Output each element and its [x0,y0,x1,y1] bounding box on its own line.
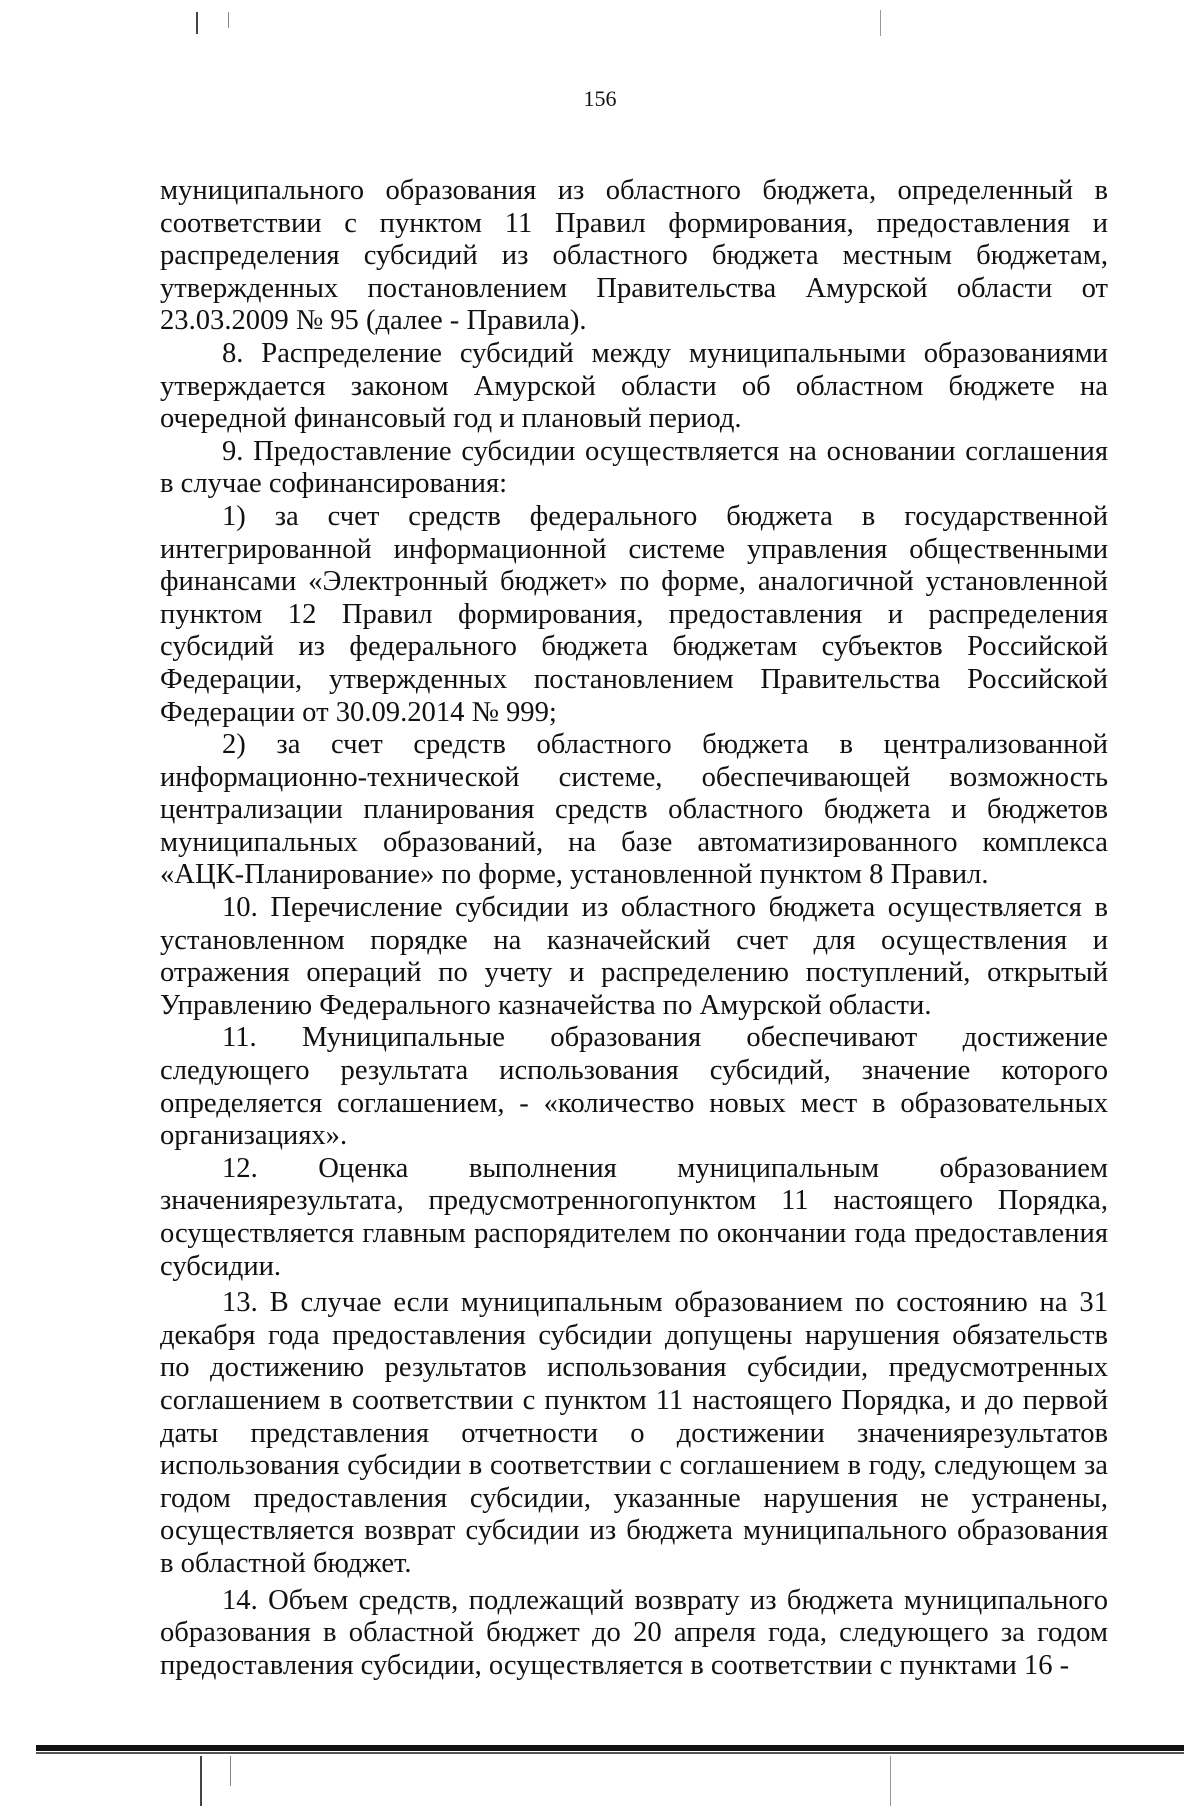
scan-bottom-edge-shadow [36,1752,1184,1754]
scan-artifact-bottom-right [890,1756,891,1806]
scan-artifact-bottom-left-2 [230,1756,231,1786]
scan-artifact-top-left-2 [228,12,229,28]
paragraph-10: 10. Перечисление субсидии из областного бюджета осуществляется в установленном порядке на казначейский счет для осуществления и отражения операций по учету и распределению поступлений, открытый Управлению Федерального казначейства по Амурской области. [160,892,1108,1021]
page-number: 156 [583,86,617,111]
paragraph-9-item-1: 1) за счет средств федерального бюджета в государственной интегрированной информационной системе управления общественными финансами «Электронный бюджет» по форме, аналогичной установленной пунктом 12 Правил формирования, предоставления и распределения субсидий из федерального бюджета бюджетам субъектов Российской Федерации, утвержденных постановлением Правительства Российской Федерации от 30.09.2014 № 999; [160,500,1108,728]
paragraph-8: 8. Распределение субсидий между муниципальными образованиями утверждается законом Амурской области об областном бюджете на очередной финансовый год и плановый период. [160,337,1108,435]
scan-artifact-bottom-left [200,1756,202,1806]
paragraph-9-item-2: 2) за счет средств областного бюджета в централизованной информационно-технической системе, обеспечивающей возможность централизации планирования средств областного бюджета и бюджетов муниципальных образований, на базе автоматизированного комплекса «АЦК-Планирование» по форме, установленной пунктом 8 Правил. [160,729,1108,891]
scan-artifact-top-right [880,10,881,36]
document-body [160,175,1108,1682]
paragraph-continuation: муниципального образования из областного бюджета, определенный в соответствии с пунктом 11 Правил формирования, предоставления и распределения субсидий из областного бюджета местным бюджетам, утвержденных постановлением Правительства Амурской области от 23.03.2009 № 95 (далее - Правила). [160,175,1108,337]
paragraph-11: 11. Муниципальные образования обеспечивают достижение следующего результата использования субсидий, значение которого определяется соглашением, - «количество новых мест в образовательных организациях». [160,1022,1108,1152]
paragraph-13: 13. В случае если муниципальным образованием по состоянию на 31 декабря года предоставления субсидии допущены нарушения обязательств по достижению результатов использования субсидии, предусмотренных соглашением в соответствии с пунктом 11 настоящего Порядка, и до первой даты представления отчетности о достижении значениярезультатов использования субсидии в соответствии с соглашением в году, следующем за годом предоставления субсидии, указанные нарушения не устранены, осуществляется возврат субсидии из бюджета муниципального образования в областной бюджет. [160,1287,1108,1579]
paragraph-9: 9. Предоставление субсидии осуществляется на основании соглашения в случае софинансирования: [160,435,1108,500]
paragraph-14: 14. Объем средств, подлежащий возврату из бюджета муниципального образования в областной бюджет до 20 апреля года, следующего за годом предоставления субсидии, осуществляется в соответствии с пунктами 16 - [160,1584,1108,1681]
scan-artifact-top-left [196,12,198,34]
scan-bottom-edge [36,1745,1184,1751]
paragraph-12: 12. Оценка выполнения муниципальным образованием значениярезультата, предусмотренногопунктом 11 настоящего Порядка, осуществляется главным распорядителем по окончании года предоставления субсидии. [160,1152,1108,1282]
